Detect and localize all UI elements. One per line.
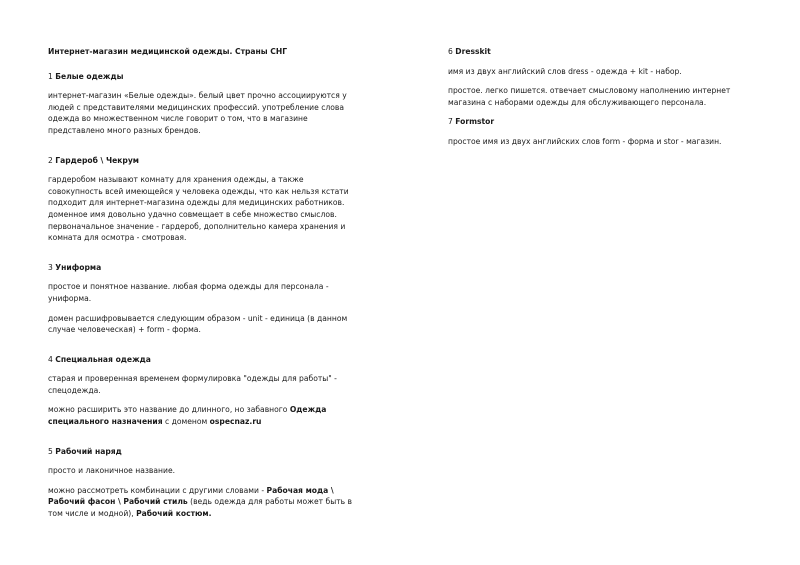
section-7 [448,116,748,147]
text-run: можно рассмотреть комбинации с другими словами - [48,485,267,495]
section-4 [48,354,358,428]
section-heading [48,446,358,458]
section-name: Рабочий наряд [55,446,122,456]
section-paragraph [48,404,358,427]
section-heading [48,354,358,366]
section-paragraph: домен расшифровывается следующим образом - unit - единица (в данном случае человеческая) + form - форма. [48,313,348,335]
section-6 [448,46,748,108]
section-2 [48,155,358,244]
section-number: 2 [48,155,53,165]
section-paragraph: имя из двух английский слов dress - одежда + kit - набор. [448,66,682,76]
section-5 [48,446,358,520]
section-number: 4 [48,354,53,364]
section-heading [448,116,748,128]
section-paragraph: простое. легко пишется. отвечает смысловому наполнению интернет магазина с наборами одежды для обслуживающего персонала. [448,86,731,107]
section-paragraph [48,485,358,520]
section-heading [448,46,748,58]
domain-name: ospecnaz.ru [209,417,262,427]
section-name: Белые одежды [55,71,124,81]
section-1 [48,71,358,137]
bold-name: Одежда специального назначения [48,405,327,427]
section-paragraph: гардеробом называют комнату для хранения одежды, а также совокупность всей имеющейся у человека одежды, что как нельзя кстати подходит для интернет-магазина одежды для медицинских работников. доменное имя довольно удачно совмещает в себе множество смыслов. первоначальное значение - гардероб, дополнительно камера хранения и комната для осмотра - смотровая. [48,175,349,243]
section-number: 5 [48,446,53,456]
section-number: 7 [448,117,453,127]
section-heading [48,262,358,274]
section-number: 3 [48,262,53,272]
bold-name: Рабочий костюм. [136,509,212,519]
section-3 [48,262,358,336]
section-number: 1 [48,71,53,81]
text-run: можно расширить это название до длинного, но забавного [48,405,290,415]
section-name: Dresskit [455,47,491,56]
section-paragraph: старая и проверенная временем формулировка "одежды для работы" - спецодежда. [48,374,337,395]
section-paragraph: просто и лаконичное название. [48,466,176,476]
right-column [448,46,748,156]
section-name: Специальная одежда [55,354,151,364]
text-run: (ведь одежда для работы может быть в том числе и модной), [48,497,352,519]
text-run: с доменом [162,417,210,427]
bold-name: Рабочая мода \ Рабочий фасон \ Рабочий стиль [48,485,334,507]
section-paragraph: простое и понятное название. любая форма одежды для персонала - униформа. [48,282,329,303]
section-number: 6 [448,47,453,56]
section-paragraph: простое имя из двух английских слов form - форма и stor - магазин. [448,136,722,146]
section-name: Гардероб \ Чекрум [55,155,139,165]
section-heading [48,155,358,167]
section-heading [48,71,358,83]
section-name: Formstor [455,117,495,127]
section-name: Униформа [55,262,102,272]
section-paragraph: интернет-магазин «Белые одежды». белый цвет прочно ассоциируются у людей с представителями медицинских профессий. употребление слова одежда во множественном числе говорит о том, что в магазине представлено много разных брендов. [48,91,347,135]
left-column [48,46,358,528]
document-title: Интернет-магазин медицинской одежды. Страны СНГ [48,47,288,56]
